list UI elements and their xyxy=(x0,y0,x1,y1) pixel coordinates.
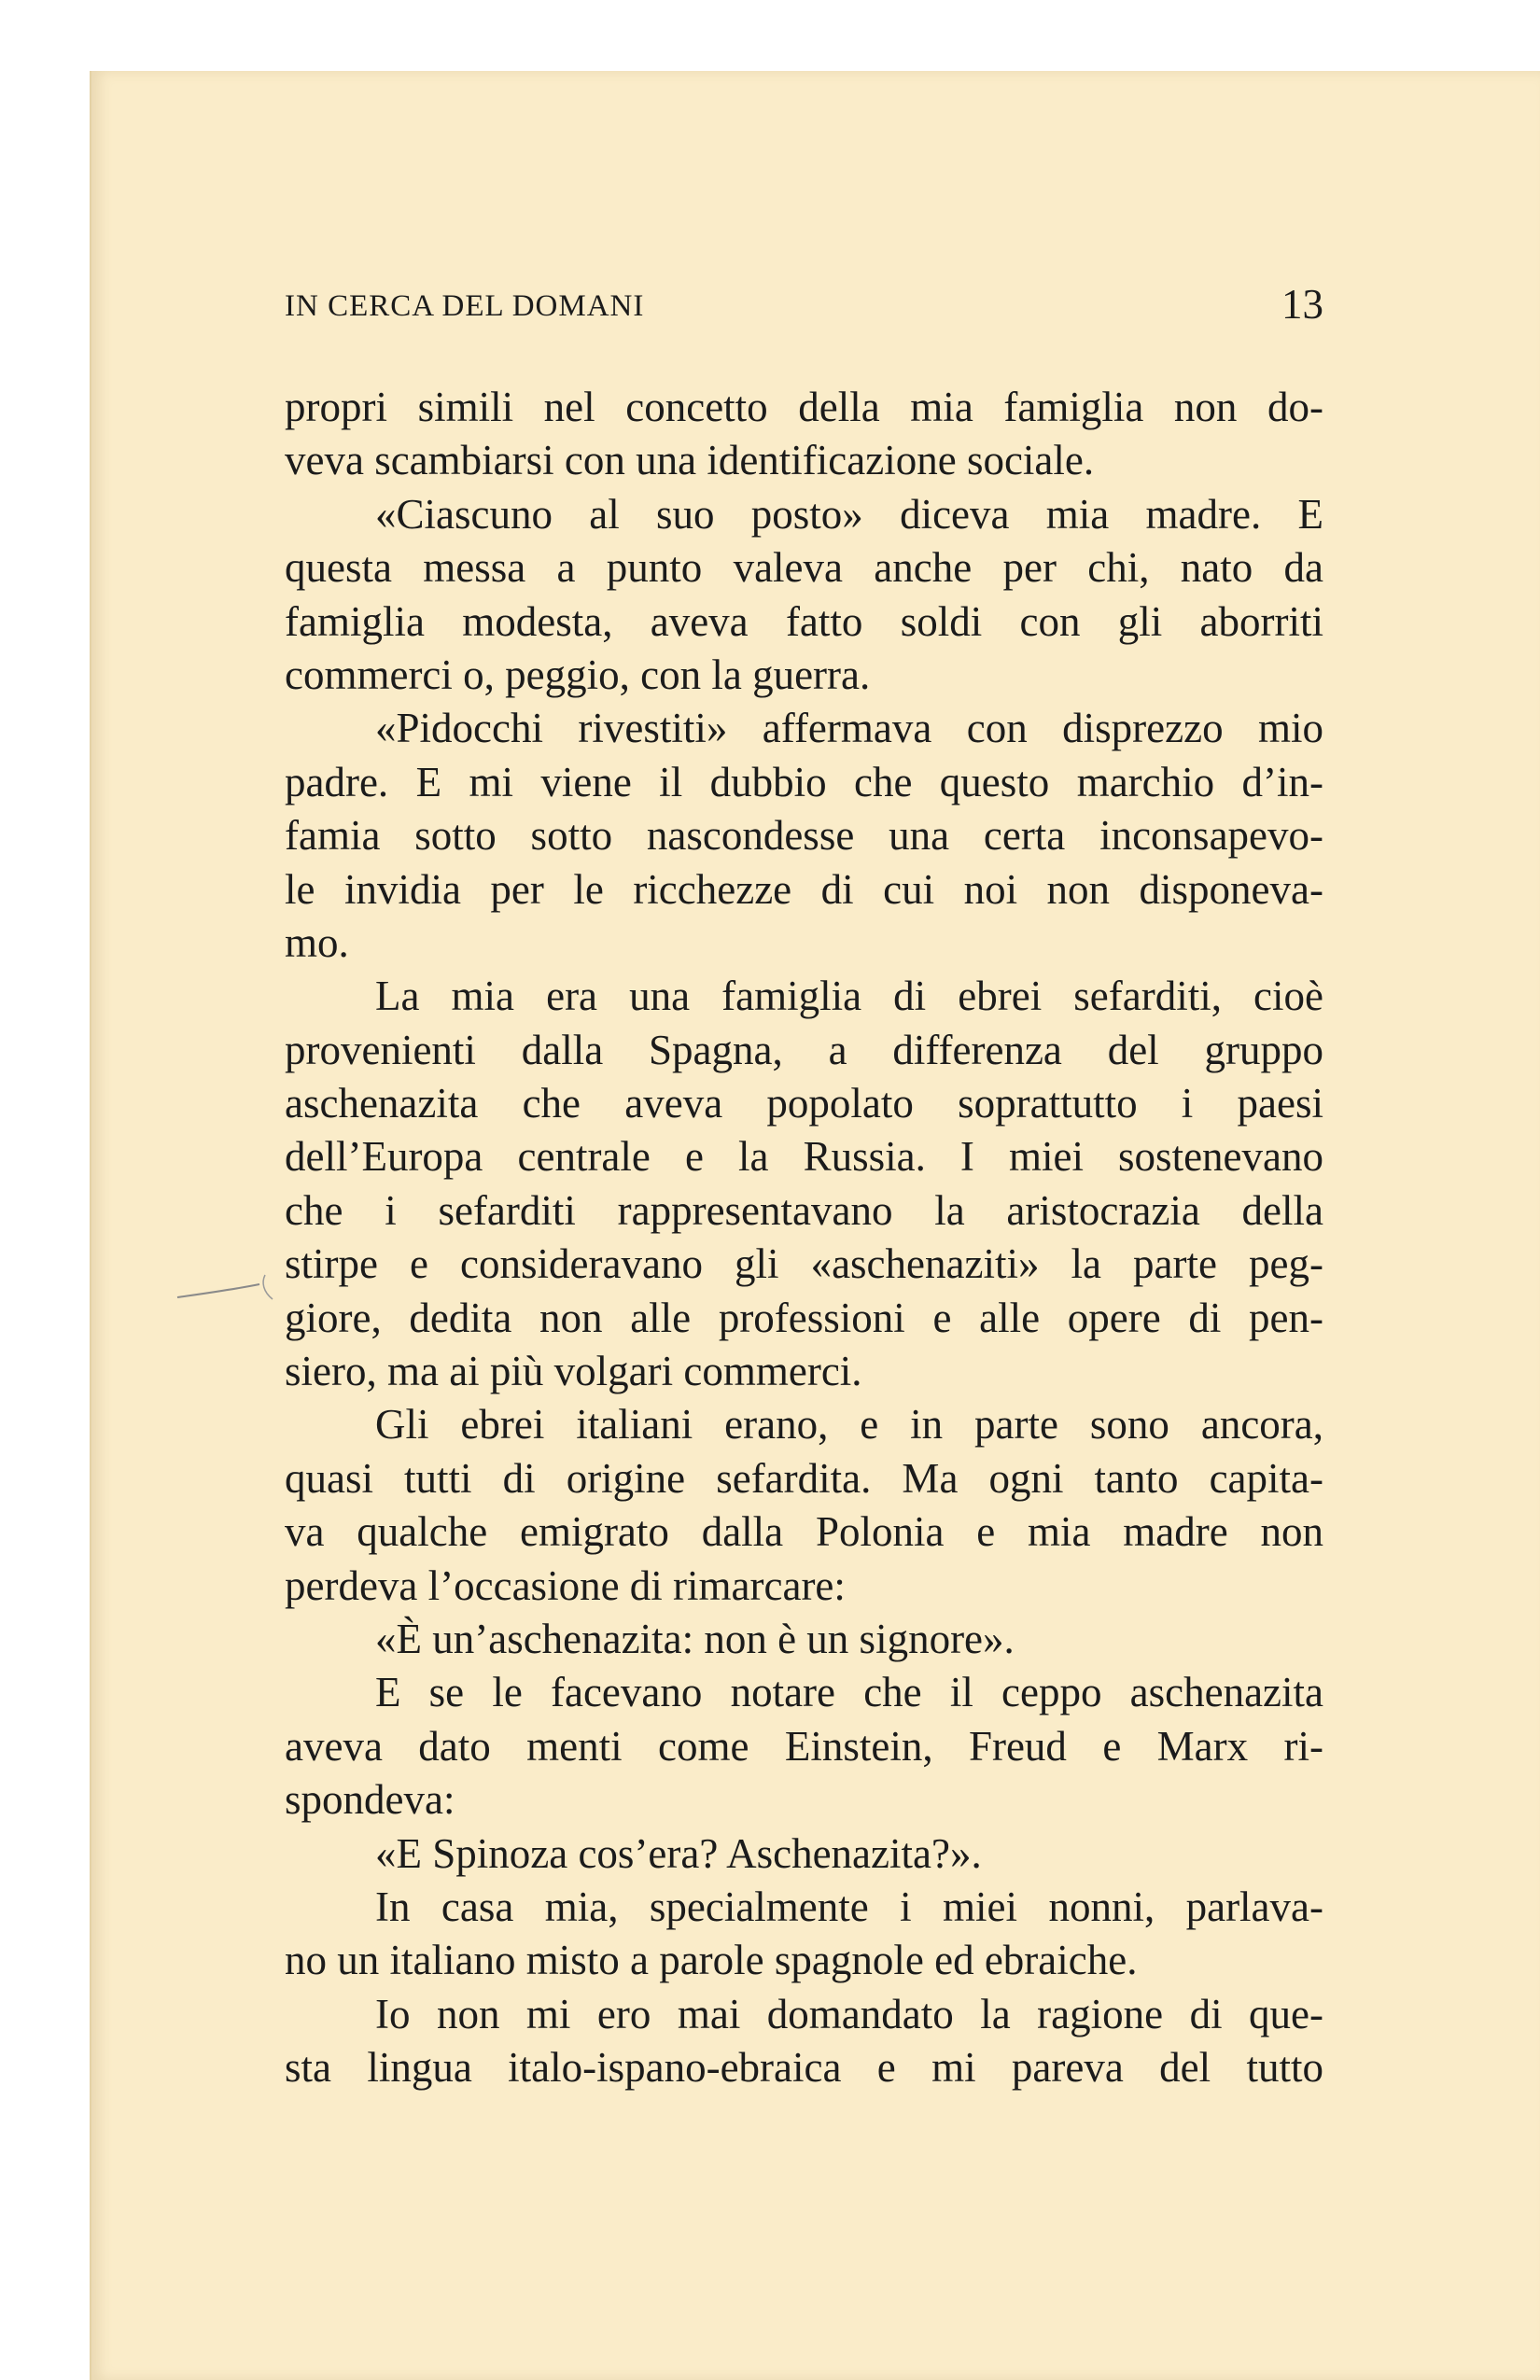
text-line: le invidia per le ricchezze di cui noi non disponeva- xyxy=(285,865,1323,913)
text-line: giore, dedita non alle professioni e alle opere di pen- xyxy=(285,1294,1323,1341)
page-number: 13 xyxy=(1281,281,1323,328)
text-line: padre. E mi viene il dubbio che questo marchio d’in- xyxy=(285,758,1323,805)
text-line: no un italiano misto a parole spagnole ed ebraiche. xyxy=(285,1937,1138,1984)
text-line: sta lingua italo-ispano-ebraica e mi pareva del tutto xyxy=(285,2044,1323,2092)
text-line: E se le facevano notare che il ceppo aschenazita xyxy=(375,1669,1323,1716)
text-line: Gli ebrei italiani erano, e in parte sono ancora, xyxy=(375,1401,1323,1449)
running-header xyxy=(285,280,1323,327)
text-line: In casa mia, specialmente i miei nonni, parlava- xyxy=(375,1883,1323,1930)
text-line: «E Spinoza cos’era? Aschenazita?». xyxy=(375,1829,982,1877)
text-line: famiglia modesta, aveva fatto soldi con gli aborriti xyxy=(285,597,1323,645)
text-line: mo. xyxy=(285,918,349,966)
text-line: veva scambiarsi con una identificazione sociale. xyxy=(285,437,1095,484)
text-line: propri simili nel concetto della mia famiglia non do- xyxy=(285,384,1323,430)
text-line: Io non mi ero mai domandato la ragione di que- xyxy=(375,1990,1323,2037)
text-line: stirpe e consideravano gli «aschenaziti» la parte peg- xyxy=(285,1240,1323,1288)
text-line: «È un’aschenazita: non è un signore». xyxy=(375,1615,1015,1662)
text-line: aschenazita che aveva popolato soprattutto i paesi xyxy=(285,1080,1323,1127)
text-line: La mia era una famiglia di ebrei sefarditi, cioè xyxy=(375,973,1323,1020)
text-line: dell’Europa centrale e la Russia. I miei sostenevano xyxy=(285,1133,1323,1181)
text-line: provenienti dalla Spagna, a differenza del gruppo xyxy=(285,1026,1323,1073)
text-line: aveva dato menti come Einstein, Freud e Marx ri- xyxy=(285,1722,1323,1770)
text-line: va qualche emigrato dalla Polonia e mia madre non xyxy=(285,1508,1323,1556)
text-line: quasi tutti di origine sefardita. Ma ogni tanto capita- xyxy=(285,1454,1323,1502)
text-line: «Pidocchi rivestiti» affermava con disprezzo mio xyxy=(375,705,1323,752)
body-text xyxy=(285,381,1323,2095)
running-title: IN CERCA DEL DOMANI xyxy=(285,289,645,323)
text-line: commerci o, peggio, con la guerra. xyxy=(285,651,871,698)
text-line: famia sotto sotto nascondesse una certa inconsapevo- xyxy=(285,812,1323,860)
text-line: «Ciascuno al suo posto» diceva mia madre. E xyxy=(375,490,1323,538)
text-line: siero, ma ai più volgari commerci. xyxy=(285,1348,862,1395)
text-line: spondeva: xyxy=(285,1776,455,1824)
text-line: perdeva l’occasione di rimarcare: xyxy=(285,1561,846,1609)
text-line: questa messa a punto valeva anche per chi, nato da xyxy=(285,544,1323,592)
text-line: che i sefarditi rappresentavano la aristocrazia della xyxy=(285,1186,1323,1234)
pencil-margin-mark xyxy=(175,1271,280,1303)
